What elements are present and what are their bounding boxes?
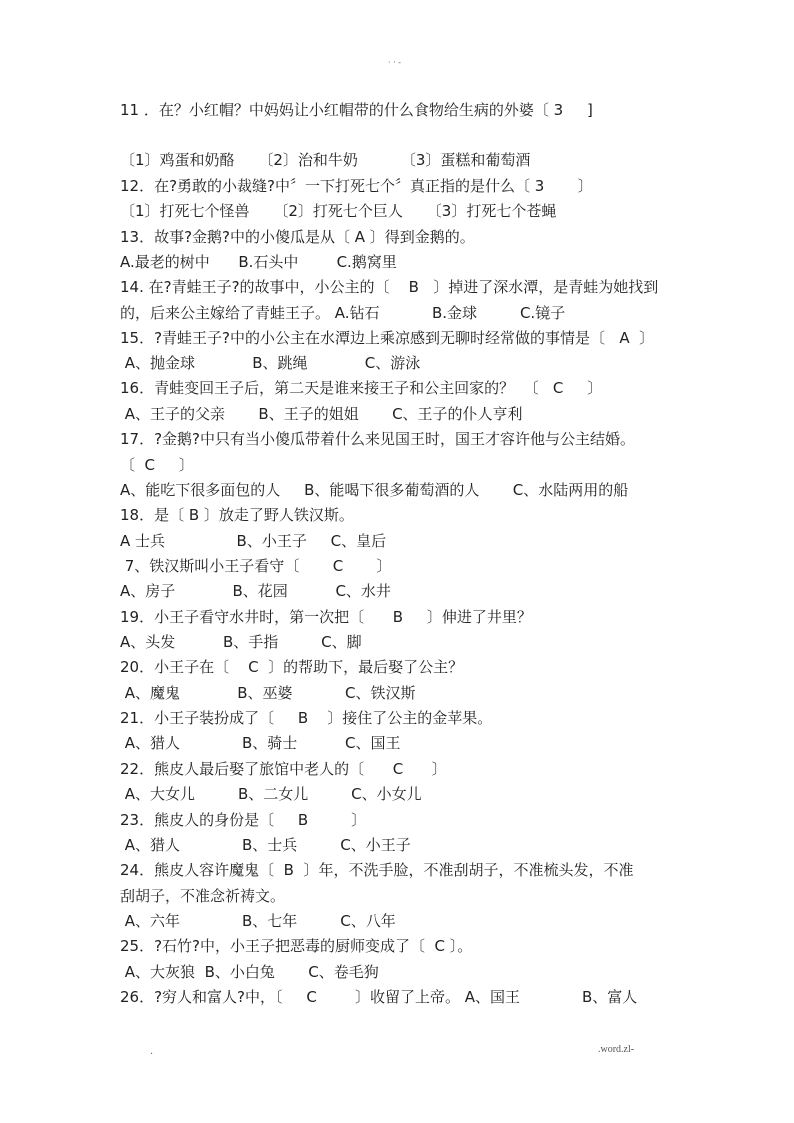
footer-left-mark: .: [150, 1046, 154, 1057]
question-19-options: A、头发 B、手指 C、脚: [120, 633, 362, 651]
question-14-cont: 的，后来公主嫁给了青蛙王子。 A.钻石 B.金球 C.镜子: [120, 304, 566, 322]
question-20: 20．小王子在〔 C 〕的帮助下，最后娶了公主？: [120, 658, 464, 676]
question-14: 14. 在?青蛙王子?的故事中，小公主的〔 B 〕掉进了深水潭，是青蛙为她找到: [120, 278, 659, 296]
question-24-cont: 刮胡子，不准念祈祷文。: [120, 887, 286, 905]
question-23-options: A、猎人 B、士兵 C、小王子: [120, 836, 411, 854]
footer-watermark: .word.zl-: [598, 1044, 635, 1055]
question-7: 7、铁汉斯叫小王子看守〔 C 〕: [120, 557, 392, 575]
question-17-answer: 〔 C 〕: [120, 456, 194, 474]
question-17-options: A、能吃下很多面包的人 B、能喝下很多葡萄酒的人 C、水陆两用的船: [120, 481, 629, 499]
question-19: 19．小王子看守水井时，第一次把〔 B 〕伸进了井里？: [120, 608, 532, 626]
question-18: 18．是〔 B 〕放走了野人铁汉斯。: [120, 506, 354, 524]
question-13-options: A.最老的树中 B.石头中 C.鹅窝里: [120, 253, 397, 271]
question-21-options: A、猎人 B、骑士 C、国王: [120, 734, 401, 752]
question-22: 22．熊皮人最后娶了旅馆中老人的〔 C 〕: [120, 760, 447, 778]
question-11: 11 ．在？小红帽？中妈妈让小红帽带的什么食物给生病的外婆〔 3 ]: [120, 101, 593, 119]
question-16-options: A、王子的父亲 B、王子的姐姐 C、王子的仆人亨利: [120, 405, 523, 423]
question-11-options: 〔1〕鸡蛋和奶酪 〔2〕治和牛奶 〔3〕蛋糕和葡萄酒: [120, 151, 531, 169]
question-15-options: A、抛金球 B、跳绳 C、游泳: [120, 354, 421, 372]
question-15: 15．?青蛙王子?中的小公主在水潭边上乘凉感到无聊时经常做的事情是〔 A 〕: [120, 329, 655, 347]
question-22-options: A、大女儿 B、二女儿 C、小女儿: [120, 785, 422, 803]
question-13: 13．故事?金鹅?中的小傻瓜是从〔 A 〕得到金鹅的。: [120, 228, 475, 246]
question-12: 12．在?勇敢的小裁缝?中〞一下打死七个〞真正指的是什么〔 3 〕: [120, 177, 593, 195]
question-24: 24．熊皮人容许魔鬼〔 B 〕年，不洗手脸，不准刮胡子，不准梳头发，不准: [120, 861, 634, 879]
question-25: 25．?石竹?中，小王子把恶毒的厨师变成了〔 C 〕。: [120, 937, 473, 955]
question-7-options: A、房子 B、花园 C、水井: [120, 582, 391, 600]
question-20-options: A、魔鬼 B、巫婆 C、铁汉斯: [120, 684, 416, 702]
question-16: 16．青蛙变回王子后，第二天是谁来接王子和公主回家的？ 〔 C 〕: [120, 379, 603, 397]
question-12-options: 〔1〕打死七个怪兽 〔2〕打死七个巨人 〔3〕打死七个苍蝇: [120, 202, 557, 220]
question-25-options: A、大灰狼 B、小白兔 C、卷毛狗: [120, 963, 379, 981]
question-17: 17．?金鹅?中只有当小傻瓜带着什么来见国王时，国王才容许他与公主结婚。: [120, 430, 636, 448]
question-24-options: A、六年 B、七年 C、八年: [120, 912, 396, 930]
question-23: 23．熊皮人的身份是〔 B 〕: [120, 811, 367, 829]
header-mark: · · -: [388, 58, 402, 67]
question-26: 26．?穷人和富人?中，〔 C 〕收留了上帝。 A、国王 B、富人: [120, 988, 638, 1006]
question-18-options: A 士兵 B、小王子 C、皇后: [120, 532, 387, 550]
question-21: 21．小王子装扮成了〔 B 〕接住了公主的金苹果。: [120, 709, 493, 727]
